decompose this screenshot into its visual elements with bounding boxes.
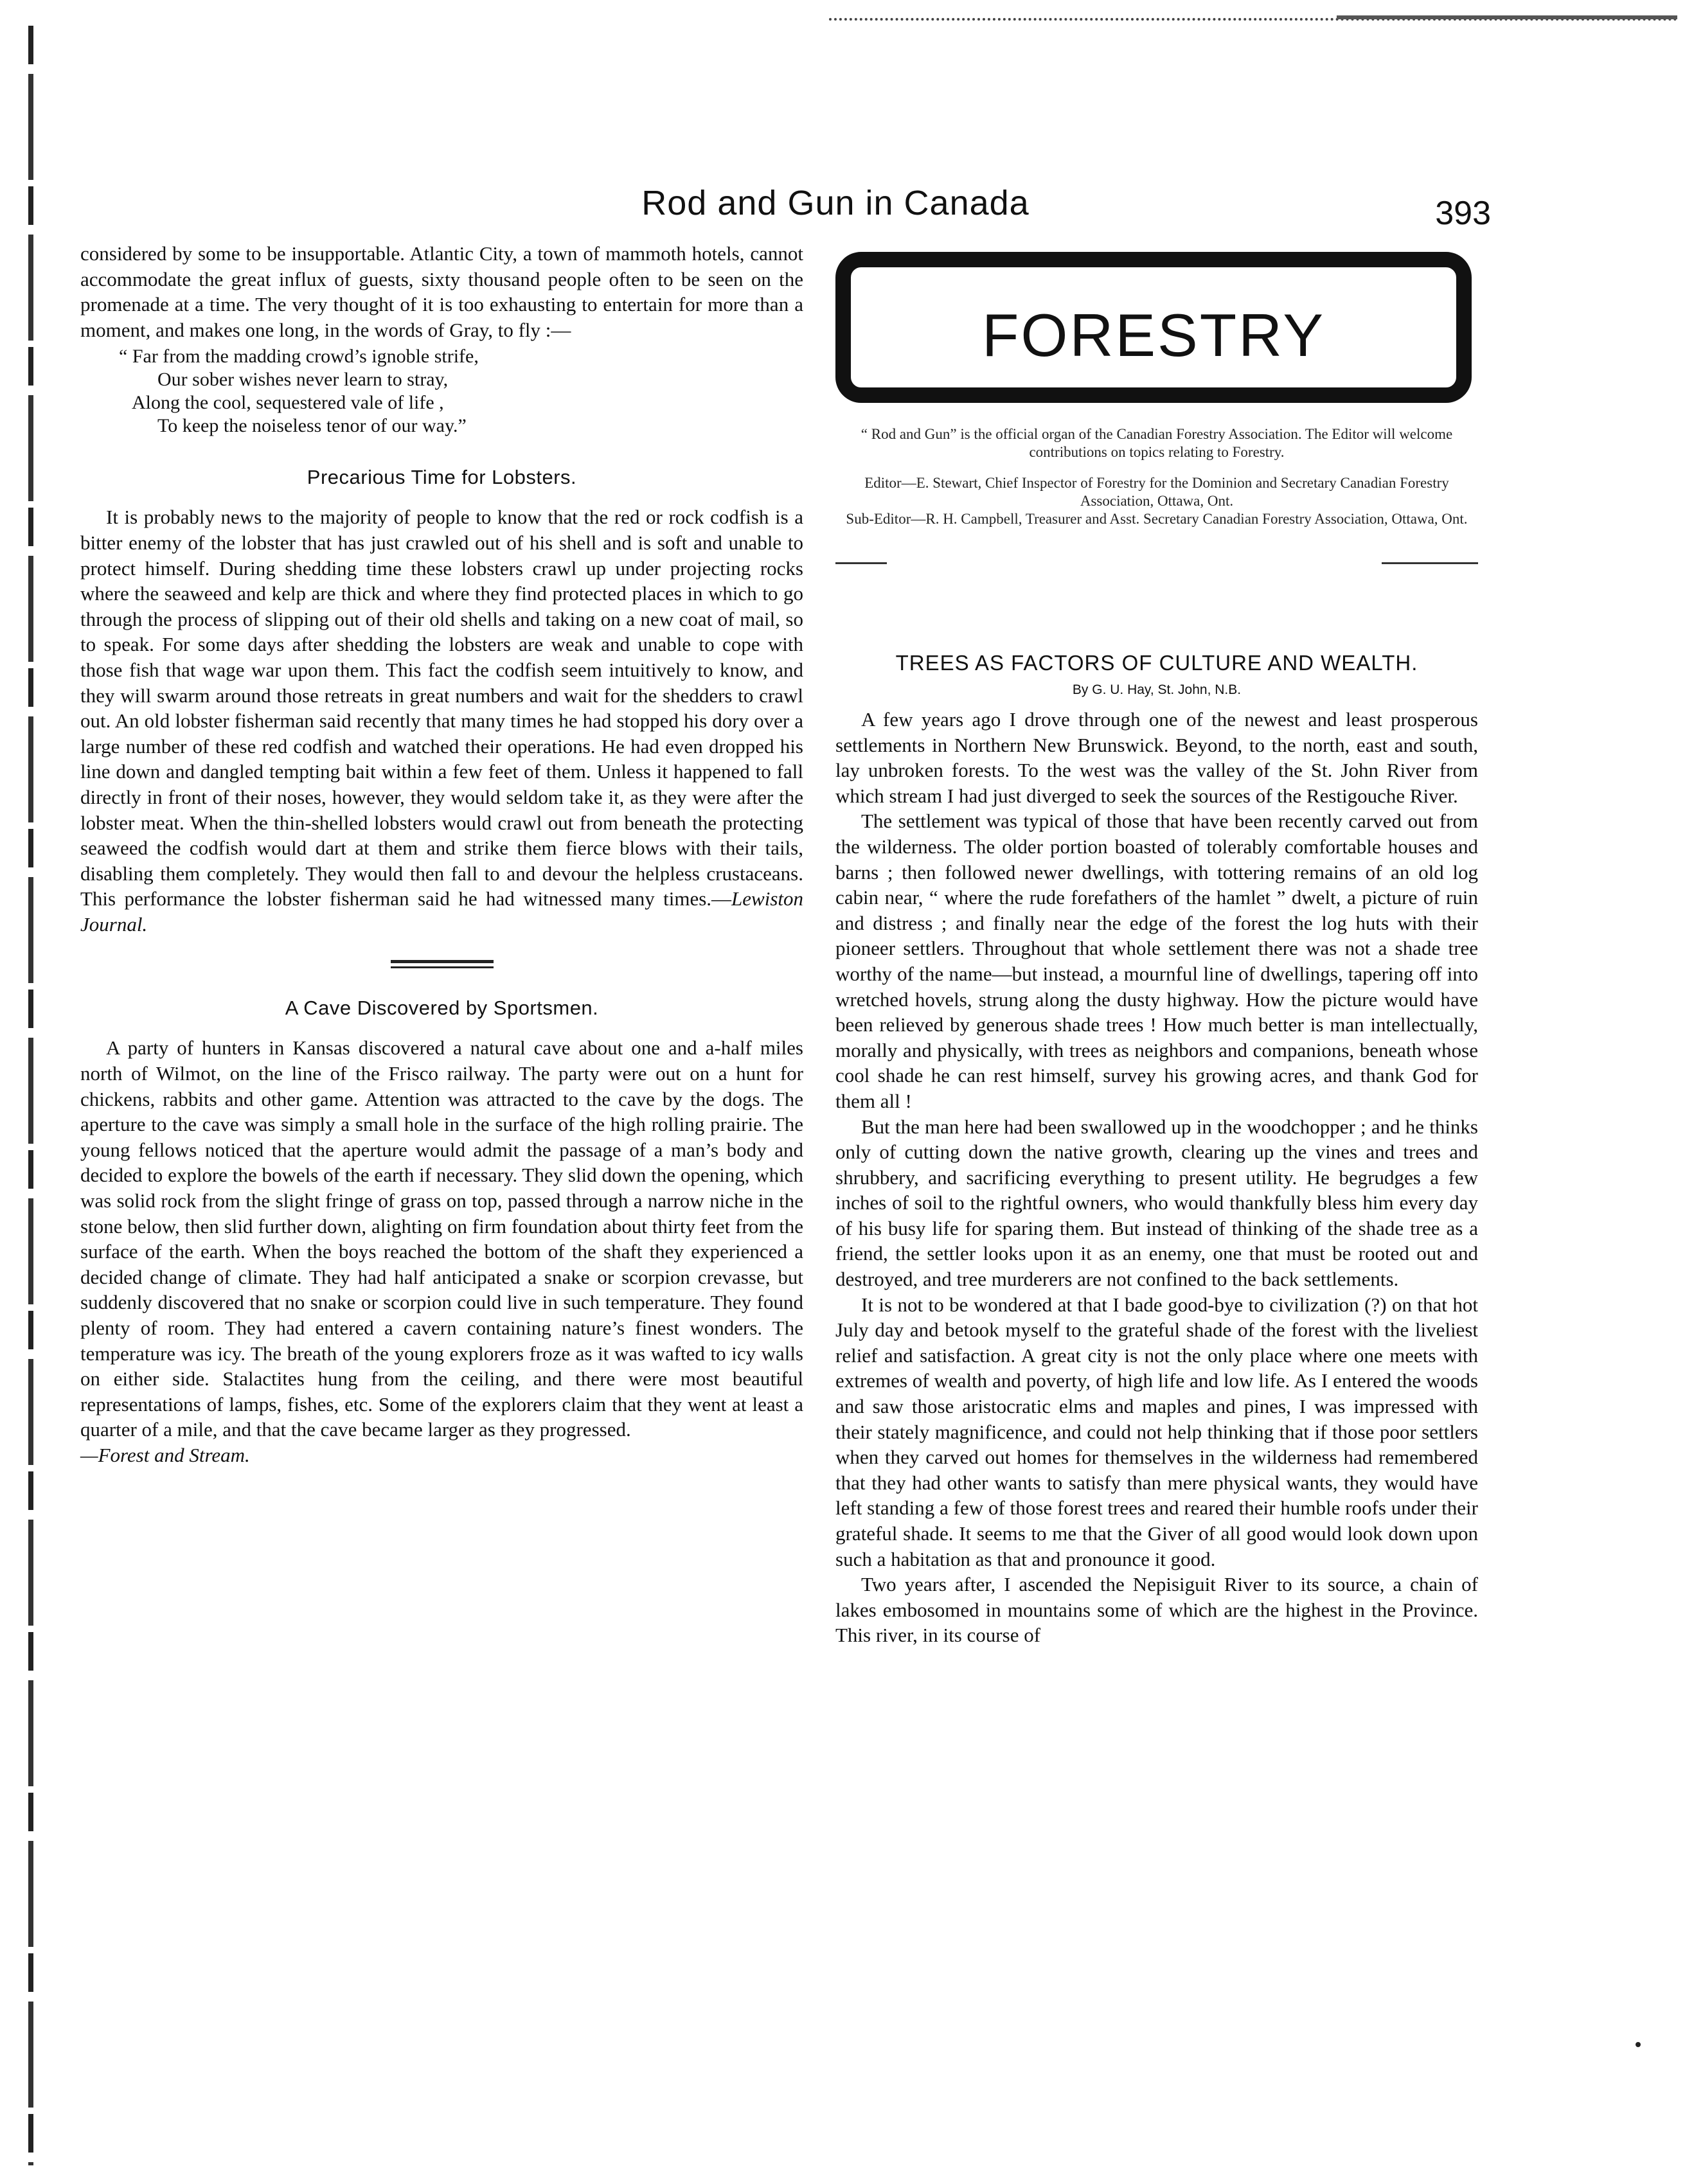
masthead-notice: “ Rod and Gun” is the official organ of the Canadian Forestry Association. The Editor will welcome contributions on topics relating to Forestry. [860,426,1453,460]
top-edge-bar [1337,15,1677,19]
poem-line: To keep the noiseless tenor of our way.” [157,415,467,437]
poem-line: Our sober wishes never learn to stray, [157,369,449,391]
article-title: TREES AS FACTORS OF CULTURE AND WEALTH. [895,651,1418,675]
running-header-title: Rod and Gun in Canada [641,184,1030,222]
article-paragraph: Two years after, I ascended the Nepisiguit River to its source, a chain of lakes embosomed in mountains some of which are the highest in the Province. This river, in its course of [835,1573,1478,1647]
cave-source: —Forest and Stream. [80,1443,250,1466]
intro-paragraph: considered by some to be insupportable. Atlantic City, a town of mammoth hotels, cannot accommodate the great influx of guests, sixty thousand people often to be seen on the promenade at a time. The very thought of it is too exhausting to entertain for more than a moment, and makes one long, in the words of Gray, to fly :— [80,242,803,341]
poem-line: Along the cool, sequestered vale of life , [132,392,444,414]
page-number: 393 [1435,195,1491,232]
right-column [835,650,1478,1648]
article-paragraph: A few years ago I drove through one of the newest and least prosperous settlements in Northern New Brunswick. Beyond, to the north, east and south, lay unbroken forests. To the west was the valley of the St. John River from which stream I had just diverged to seek the sources of the Restigouche River. [835,708,1478,807]
forestry-banner-title: FORESTRY [981,301,1326,369]
masthead-subeditor: Sub-Editor—R. H. Campbell, Treasurer and Asst. Secretary Canadian Forestry Association, Ottawa, Ont. [846,511,1468,527]
poem-line: “ Far from the madding crowd’s ignoble strife, [119,346,479,368]
lobsters-source: Lewiston Journal. [80,887,803,936]
binding-edge [28,26,33,2165]
article-paragraph: But the man here had been swallowed up in the woodchopper ; and he thinks only of cutting down the native growth, clearing up the vines and trees and shrubbery, and sacrificing everything to present utility. He begrudges a few inches of soil to the rightful owners, who would thankfully bless him every day of his busy life for sparing them. But instead of thinking of the shade tree as a friend, the settler looks upon it as an enemy, one that must be rooted out and destroyed, and tree murderers are not confined to the back settlements. [835,1115,1478,1291]
stray-mark [1636,2042,1641,2047]
left-column [80,241,803,1468]
forestry-banner [835,252,1472,403]
cave-body: A party of hunters in Kansas discovered a natural cave about one and a-half miles north of Wilmot, on the line of the Frisco railway. The party were out on a hunt for chickens, rabbits and other game. Attention was attracted to the cave by the dogs. The aperture to the cave was simply a small hole in the surface of the high rolling prairie. The young fellows noticed that the aperture would admit the passage of a man’s body and decided to explore the bowels of the earth if necessary. They slid down the opening, which was solid rock from the slight fringe of grass on top, passed through a narrow niche in the stone below, then slid further down, alighting on firm foundation about thirty feet from the surface of the earth. When the boys reached the bottom of the shaft they experienced a decided change of climate. They had half anticipated a snake or scorpion crevasse, but suddenly discovered that no snake or scorpion could live in such temperature. They found plenty of room. They had entered a cavern containing nature’s finest wonders. The temperature was icy. The breath of the young explorers froze as it was wafted to icy walls on either side. Stalactites hung from the ceiling, and there were most beautiful representations of lamps, fishes, etc. Some of the explorers claim that they went at least a quarter of a mile, and that the cave became larger as they progressed. [80,1036,803,1441]
article-paragraph: The settlement was typical of those that have been recently carved out from the wilderness. The older portion boasted of tolerably comfortable houses and barns ; then followed newer dwellings, with tottering remains of an old log cabin near, “ where the rude forefathers of the hamlet ” dwelt, a picture of ruin and distress ; and finally near the edge of the forest the log huts with their pioneer settlers. Throughout that whole settlement there was not a shade tree worthy of the name—but instead, a mournful line of dwellings, tapering off into wretched hovels, strung along the dusty highway. How the picture would have been relieved by generous shade trees ! How much better is man intellectually, morally and physically, with trees as neighbors and companions, beneath whose cool shade he can rest himself, survey his growing acres, and thank God for them all ! [835,810,1478,1112]
cave-heading: A Cave Discovered by Sportsmen. [285,997,599,1020]
lobsters-body: It is probably news to the majority of people to know that the red or rock codfish is a bitter enemy of the lobster that has just crawled out of his shell and is soft and unable to protect himself. During shedding time these lobsters crawl up under projecting rocks where the seaweed and kelp are thick and where they find protected places in which to go through the process of slipping out of their old shells and taking on a new coat of mail, so to speak. For some days after shedding the lobsters are weak and unable to cope with those fish that wage war upon them. This fact the codfish seem intuitively to know, and they will swarm around those retreats in great numbers and wait for the shedders to crawl out. An old lobster fisherman said recently that many times he had stopped his dory over a large number of these red codfish and watched their operations. He had even dropped his line down and dangled tempting bait within a few feet of them. Unless it happened to fall directly in front of their noses, however, they would seldom take it, as they were after the lobster meat. When the thin-shelled lobsters would crawl out from beneath the protecting seaweed the codfish would dart at them and strike them fierce blows with their tails, disabling them completely. They would then fall to and devour the helpless crustaceans. This performance the lobster fisherman said he had witnessed many times.—Lewiston Journal. [80,506,803,936]
article-byline: By G. U. Hay, St. John, N.B. [1072,682,1242,697]
section-separator [391,960,494,968]
article-paragraph: It is not to be wondered at that I bade good-bye to civilization (?) on that hot July day and betook myself to the grateful shade of the forest with the liveliest relief and satisfaction. A great city is not the only place where one meets with extremes of wealth and poverty, of high life and low life. As I entered the woods and saw those aristocratic elms and maples and pines, I was impressed with their stately magnificence, and could not help thinking that if those poor settlers when they carved out homes for themselves in the wilderness had remembered that they had other wants to satisfy than mere physical wants, they would have left standing a few of those forest trees and reared their humble roofs under their grateful shade. It seems to me that the Giver of all good would look down upon such a habitation as that and pronounce it good. [835,1293,1478,1570]
masthead-editor: Editor—E. Stewart, Chief Inspector of Forestry for the Dominion and Secretary Canadian Forestry Association, Ottawa, Ont. [864,475,1449,509]
lobsters-heading: Precarious Time for Lobsters. [307,466,577,489]
poem-quote [119,345,803,438]
forestry-masthead [835,425,1478,528]
